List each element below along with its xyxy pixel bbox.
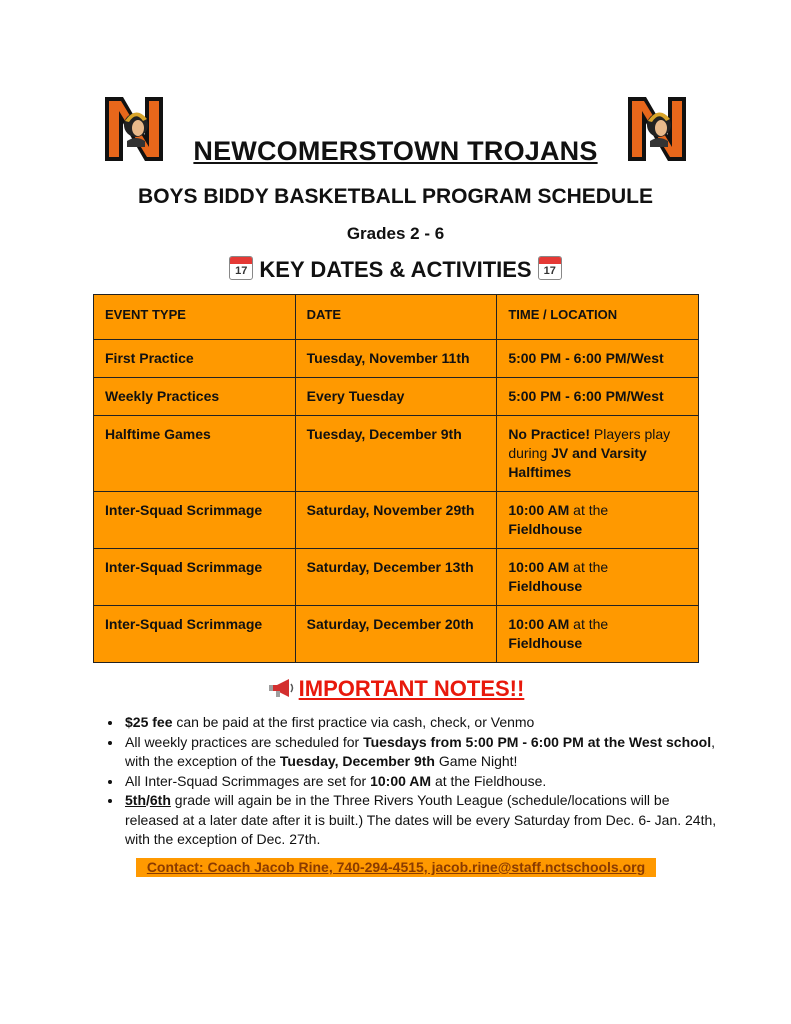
important-notes-heading: IMPORTANT NOTES!! — [0, 676, 791, 702]
table-row — [94, 340, 699, 378]
time-cell: 10:00 AM at the Fieldhouse — [497, 606, 699, 663]
table-row — [94, 549, 699, 606]
date-cell: Saturday, December 13th — [295, 549, 497, 606]
time-cell: 10:00 AM at the Fieldhouse — [497, 492, 699, 549]
key-dates-heading — [0, 256, 791, 283]
event-cell: Halftime Games — [94, 416, 296, 492]
date-cell: Tuesday, November 11th — [295, 340, 497, 378]
event-cell: First Practice — [94, 340, 296, 378]
table-row — [94, 378, 699, 416]
list-item: • All Inter-Squad Scrimmages are set for 10:00 AM at the Fieldhouse. — [123, 772, 723, 792]
time-cell: 5:00 PM - 6:00 PM/West — [497, 378, 699, 416]
list-item: • $25 fee can be paid at the first practice via cash, check, or Venmo — [123, 713, 723, 733]
table-row — [94, 416, 699, 492]
list-item: • All weekly practices are scheduled for Tuesdays from 5:00 PM - 6:00 PM at the West school, with the exception of the Tuesday, December 9th Game Night! — [123, 733, 723, 772]
event-cell: Inter-Squad Scrimmage — [94, 606, 296, 663]
event-cell: Inter-Squad Scrimmage — [94, 492, 296, 549]
time-cell: 5:00 PM - 6:00 PM/West — [497, 340, 699, 378]
contact-info: Contact: Coach Jacob Rine, 740-294-4515, jacob.rine@staff.nctschools.org — [136, 858, 656, 877]
schedule-table — [93, 294, 699, 663]
table-header-row — [94, 295, 699, 340]
calendar-icon: 17 — [538, 256, 562, 280]
table-row — [94, 606, 699, 663]
megaphone-icon — [267, 677, 295, 699]
date-cell: Saturday, December 20th — [295, 606, 497, 663]
program-subtitle: BOYS BIDDY BASKETBALL PROGRAM SCHEDULE — [138, 185, 653, 208]
table-row — [94, 492, 699, 549]
header-time-location: TIME / LOCATION — [497, 295, 699, 340]
header-date: DATE — [295, 295, 497, 340]
list-item: • 5th/6th grade will again be in the Three Rivers Youth League (schedule/locations will be released at a later date after it is built.) The dates will be every Saturday from Dec. 6- Jan. 24th, with the exception of Dec. 27th. — [123, 791, 723, 850]
notes-list — [104, 713, 723, 850]
calendar-icon: 17 — [229, 256, 253, 280]
date-cell: Tuesday, December 9th — [295, 416, 497, 492]
event-cell: Inter-Squad Scrimmage — [94, 549, 296, 606]
time-cell: No Practice! Players play during JV and Varsity Halftimes — [497, 416, 699, 492]
time-cell: 10:00 AM at the Fieldhouse — [497, 549, 699, 606]
grades-label: Grades 2 - 6 — [346, 224, 445, 243]
header-event-type: EVENT TYPE — [94, 295, 296, 340]
date-cell: Every Tuesday — [295, 378, 497, 416]
page-title: NEWCOMERSTOWN TROJANS — [193, 136, 598, 166]
date-cell: Saturday, November 29th — [295, 492, 497, 549]
event-cell: Weekly Practices — [94, 378, 296, 416]
key-dates-title: KEY DATES & ACTIVITIES — [259, 257, 532, 282]
